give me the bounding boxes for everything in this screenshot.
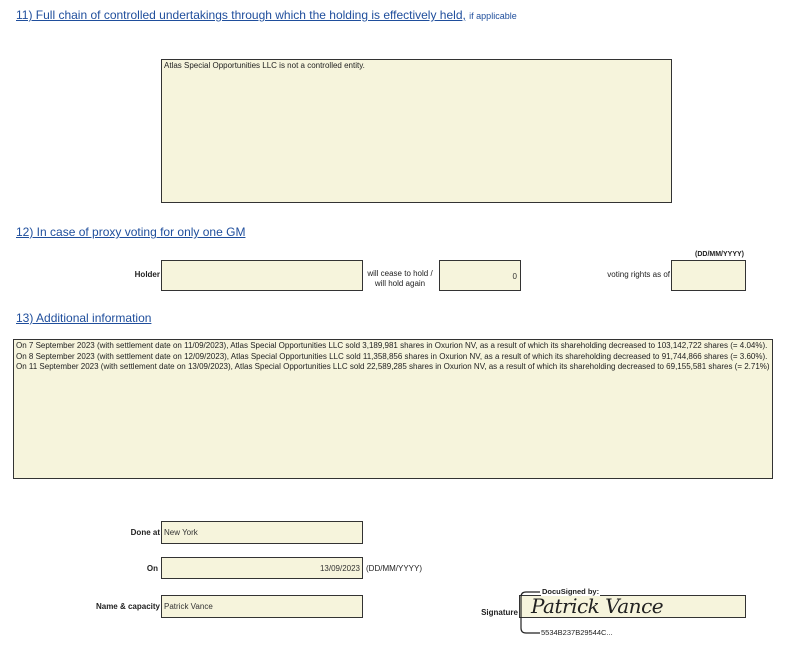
section-11-title: 11) Full chain of controlled undertakings through which the holding is effectively held,	[16, 8, 466, 22]
holder-field[interactable]	[161, 260, 363, 291]
holder-label: Holder	[134, 270, 160, 279]
docusign-id: 5534B237B29544C...	[541, 628, 613, 637]
cease-label	[362, 269, 438, 289]
section-12-title: 12) In case of proxy voting for only one GM	[16, 225, 246, 239]
done-at-value: New York	[164, 528, 198, 537]
voting-date-format: (DD/MM/YYYY)	[695, 251, 744, 258]
on-date-format: (DD/MM/YYYY)	[366, 564, 422, 573]
name-capacity-field[interactable]	[161, 595, 363, 618]
cease-value: 0	[512, 272, 517, 281]
signature-handwriting: Patrick Vance	[531, 594, 664, 618]
on-date-field[interactable]	[161, 557, 363, 579]
done-at-field[interactable]	[161, 521, 363, 544]
name-capacity-value: Patrick Vance	[164, 602, 213, 611]
section-13-heading	[16, 311, 151, 325]
voting-date-field[interactable]	[671, 260, 746, 291]
docusigned-by-label: DocuSigned by:	[542, 587, 600, 596]
name-capacity-label: Name & capacity	[95, 602, 160, 611]
on-date-value: 13/09/2023	[319, 564, 360, 573]
additional-information-field[interactable]	[13, 339, 773, 479]
section-11-note: if applicable	[469, 11, 517, 21]
additional-information-text: On 7 September 2023 (with settlement date on 11/09/2023), Atlas Special Opportunities LLC sold 3,189,981 shares in Oxurion NV, as a result of which its shareholding decreased to 103,142,722 shares (= 4.04%). On 8 September 2023 (with settlement date on 12/09/2023), Atlas Special Opportunities LLC sold 11,358,856 shares in Oxurion NV, as a result of which its shareholding decreased to 91,744,866 shares (= 3.60%). On 11 September 2023 (with settlement date on 13/09/2023), Atlas Special Opportunities LLC sold 22,589,285 shares in Oxurion NV, as a result of which its shareholding decreased to 69,155,581 shares (= 2.71%)	[16, 341, 770, 371]
section-11-heading	[16, 8, 517, 22]
controlled-undertakings-field[interactable]	[161, 59, 672, 203]
voting-rights-label: voting rights as of	[607, 270, 670, 279]
done-at-label: Done at	[130, 528, 160, 537]
on-label: On	[146, 564, 158, 573]
section-13-title: 13) Additional information	[16, 311, 152, 325]
cease-label-line1: will cease to hold /	[367, 269, 433, 278]
cease-value-field[interactable]	[439, 260, 521, 291]
signature-label: Signature	[481, 608, 518, 617]
section-12-heading	[16, 225, 245, 239]
cease-label-line2: will hold again	[374, 279, 426, 288]
controlled-undertakings-value: Atlas Special Opportunities LLC is not a controlled entity.	[164, 61, 365, 70]
